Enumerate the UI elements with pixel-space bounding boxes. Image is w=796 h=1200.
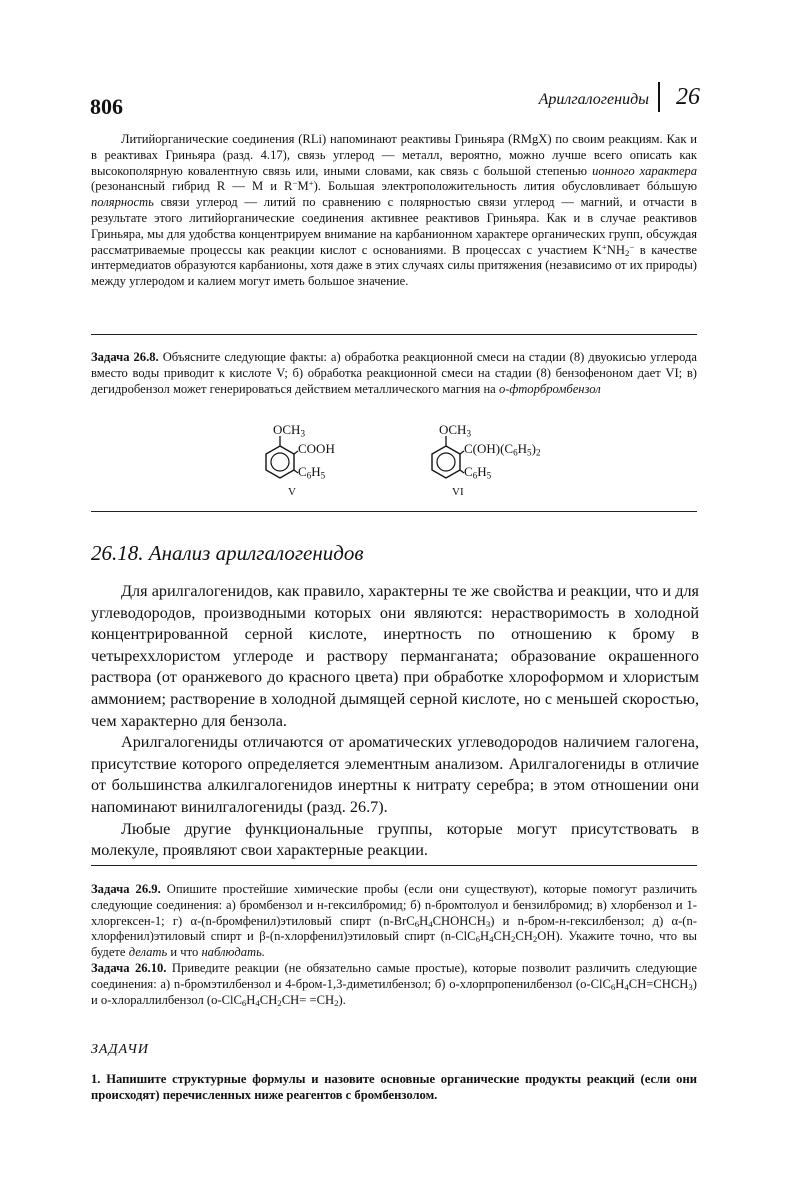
section-body (91, 581, 699, 862)
compound-label: V (288, 486, 296, 498)
substituent-carbinol: $C(OH)(C_6H_5)_2$ (464, 441, 541, 458)
problem-26-10: Задача 26.10. Приведите реакции (не обязательно самые простые), которые позволит различить следующие соединения: а) n-бромэтилбензол и 4-бром-1,3-диметилбензол; б) о-хлорпропенилбензол $(о-ClC_6H_4CH=CHCH_3)$ и о-хлораллилбензол $(о-ClC_6H_4CH_2CH= =CH_2)$. (91, 960, 698, 1008)
intro-text: Литийорганические соединения (RLi) напоминают реактивы Гриньяра (RMgX) по своим реакциям. Как и в реактивах Гриньяра (разд. 4.17), связь углерод — металл, вероятно, можно лучше всего описать как высокополярную ковалентную связь или, иными словами, как связь с большой степенью ионного характера (резонансный гибрид R — M и R−M+). Большая электроположительность лития обусловливает бóльшую полярность связи углерод — литий по сравнению с полярностью связи углерод — магний, и отчасти в результате этого литийорганические соединения активнее реактивов Гриньяра. Как и в случае реактивов Гриньяра, мы для удобства концентрируем внимание на карбанионном характере органических групп, обсуждая рассматриваемые процессы как реакции кислот с основаниями. В процессах с участием $K^+NH_2^-$ в качестве интермедиатов образуются карбанионы, хотя даже в этих случаях силы притяжения (независимо от их природы) между углеродом и калием могут иметь большое значение. (91, 132, 698, 289)
problem-26-9: Задача 26.9. Опишите простейшие химические пробы (если они существуют), которые помогут различить следующие соединения: а) бромбензол и н-гексилбромид; б) n-бромтолуол и бензилбромид; в) хлорбензол и 1-хлоргексен-1; г) α-(n-бромфенил)этиловый спирт $(n-BrC_6H_4CHOHCH_3)$ и n-бром-н-гексилбензол; д) α-(n-хлорфенил)этиловый спирт и β-(n-хлорфенил)этиловый спирт $(n-ClC_6H_4CH_2CH_2OH)$. Укажите точно, что вы будете делать и что наблюдать. (91, 882, 698, 960)
body-paragraph: Арилгалогениды отличаются от ароматических углеводородов наличием галогена, присутствие которого определяется элементным анализом. Арилгалогениды в отличие от большинства алкилгалогенидов инертны к нитрату серебра; в этом отношении они напоминают винилгалогениды (разд. 26.7). (91, 733, 699, 816)
running-title: Арилгалогениды (538, 91, 649, 108)
substituent-c6h5: $C_6H_5$ (298, 464, 326, 481)
substituent-och3: $OCH_3$ (273, 422, 305, 439)
section-title: 26.18. Анализ арилгалогенидов (91, 541, 364, 565)
body-paragraph: Для арилгалогенидов, как правило, характерны те же свойства и реакции, что и для углеводородов, производными которых они являются: нерастворимость в холодной концентрированной серной кислоте, инертность по отношению к брому в четыреххлористом углероде и раствору перманганата; образование окрашенного раствора (от оранжевого до красного цвета) при обработке хлороформом и хлористым аммонием; растворение в холодной дымящей серной кислоте, но с меньшей скоростью, чем характерно для бензола. (91, 582, 699, 730)
divider-rule (91, 865, 697, 866)
problem-label: Задача 26.8. (91, 350, 159, 364)
problem-26-8: Задача 26.8. Объясните следующие факты: а) обработка реакционной смеси на стадии (8) двуокисью углерода вместо воды приводит к кислоте V; б) обработка реакционной смеси на стадии (8) бензофеноном дает VI; в) дегидробензол может генерироваться действием металлического магния на о-фторбромбензол (91, 350, 698, 396)
substituent-cooh: COOH (298, 441, 335, 456)
substituent-och3: $OCH_3$ (439, 422, 471, 439)
problem-label: Задача 26.10. (91, 960, 167, 975)
problems-block (91, 882, 697, 1008)
compound-label: VI (452, 486, 464, 498)
structure-VI (422, 424, 602, 504)
structure-V (256, 424, 366, 504)
divider-rule (91, 334, 697, 335)
intro-paragraph (91, 132, 697, 290)
divider-rule (91, 511, 697, 512)
substituent-c6h5: $C_6H_5$ (464, 464, 492, 481)
page-number: 806 (90, 94, 123, 119)
header-divider (658, 82, 660, 112)
problems-heading: ЗАДАЧИ (91, 1042, 150, 1057)
chapter-number: 26 (676, 84, 700, 110)
body-paragraph: Любые другие функциональные группы, которые могут присутствовать в молекуле, проявляют свои характерные реакции. (91, 819, 699, 860)
problem-label: Задача 26.9. (91, 882, 161, 896)
problem-1: 1. Напишите структурные формулы и назовите основные органические продукты реакций (если они происходят) перечисленных ниже реагентов с бромбензолом. (91, 1072, 697, 1102)
